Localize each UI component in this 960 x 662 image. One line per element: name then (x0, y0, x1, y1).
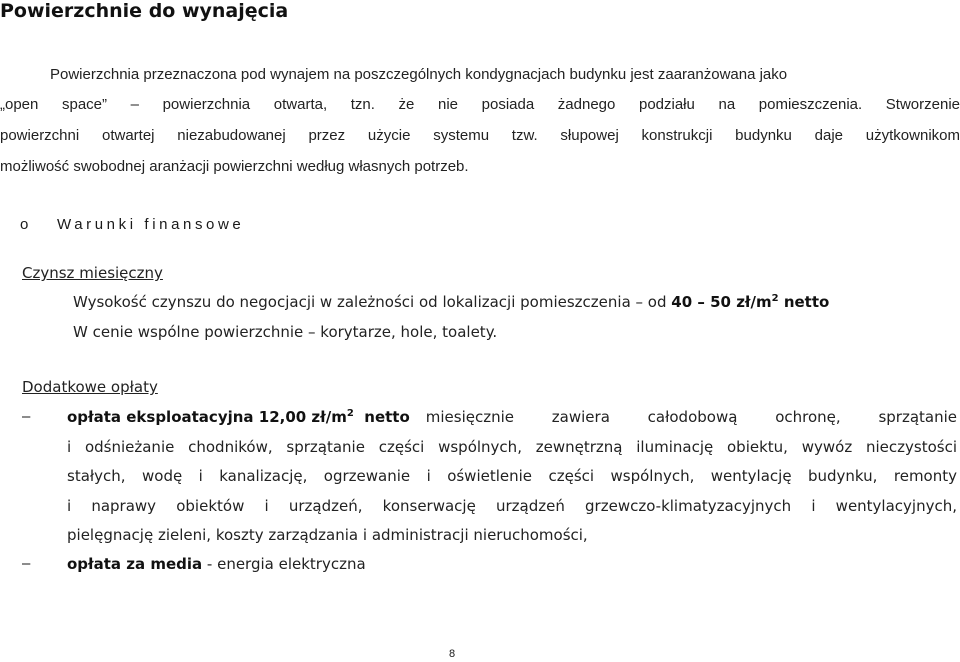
page-title: Powierzchnie do wynajęcia (0, 0, 289, 22)
rent-heading: Czynsz miesięczny (22, 264, 163, 282)
rent-value: 40 – 50 $zł/m^2$ netto (671, 293, 830, 311)
intro-line-2: „open space” – powierzchnia otwarta, tzn. że nie posiada żadnego podziału na pomieszczenia. Stworzenie (0, 96, 960, 113)
fee-item-2-rest: - energia elektryczna (206, 555, 366, 573)
fee-item-1-rest: miesięcznie zawiera całodobową ochronę, sprzątanie (425, 408, 957, 426)
section-title: Warunki finansowe (57, 216, 245, 233)
fee-item-2-label: opłata za media (67, 555, 203, 573)
section-bullet: o (20, 216, 29, 233)
rent-line-2: W cenie wspólne powierzchnie – korytarze, hole, toalety. (73, 323, 498, 341)
intro-line-3: powierzchni otwartej niezabudowanej przez użycie systemu tzw. słupowej konstrukcji budynku daje użytkownikom (0, 127, 960, 144)
intro-line-1: Powierzchnia przeznaczona pod wynajem na poszczególnych kondygnacjach budynku jest zaaranżowana jako (50, 66, 788, 83)
rent-line-1 (73, 293, 829, 311)
fee-item-1-line-5: pielęgnację zieleni, koszty zarządzania i administracji nieruchomości, (67, 526, 588, 544)
fees-heading: Dodatkowe opłaty (22, 378, 158, 396)
fee-item-1-line-4: i naprawy obiektów i urządzeń, konserwację urządzeń grzewczo-klimatyzacyjnych i wentylacyjnych, (67, 497, 957, 515)
page-number: 8 (449, 648, 456, 660)
fee-item-2-dash: – (22, 555, 31, 572)
fee-item-1-line-3: stałych, wodę i kanalizację, ogrzewanie i oświetlenie części wspólnych, wentylację budynku, remonty (67, 467, 957, 485)
rent-line-1-text: Wysokość czynszu do negocjacji w zależności od lokalizacji pomieszczenia – od (73, 293, 667, 311)
intro-line-4: możliwość swobodnej aranżacji powierzchni według własnych potrzeb. (0, 158, 469, 175)
fee-item-1-line-2: i odśnieżanie chodników, sprzątanie części wspólnych, zewnętrzną iluminację obiektu, wywóz nieczystości (67, 438, 957, 456)
fee-item-1-dash: – (22, 408, 31, 425)
fee-item-2 (67, 555, 366, 573)
fee-item-1-line-1 (67, 408, 957, 426)
fee-item-1-label: opłata eksploatacyjna 12,00 $zł/m^2$ netto (67, 408, 410, 426)
